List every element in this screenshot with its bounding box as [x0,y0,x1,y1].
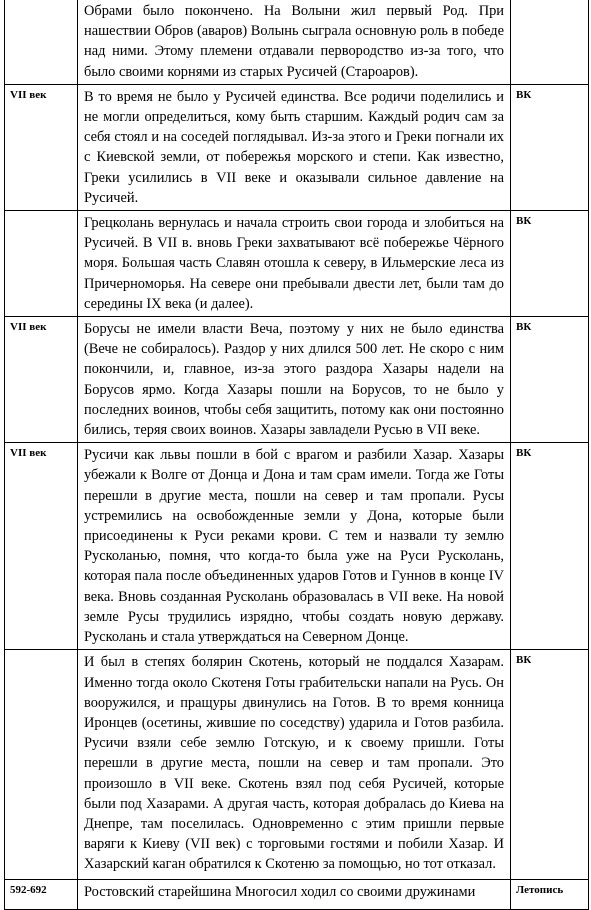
table-row [5,880,589,910]
text-cell [78,211,511,317]
text-cell [78,880,511,910]
source-cell: ВК [511,317,589,443]
row-text: Ростовский старейшина Многосил ходил со своими дружинами [84,884,476,901]
source-cell: ВК [511,650,589,880]
text-cell [78,650,511,880]
table-row [5,211,589,317]
date-cell: VII век [5,443,78,650]
date-cell: VII век [5,84,78,210]
table-row [5,443,589,650]
table-row [5,84,589,210]
table-row [5,0,589,84]
source-cell: ВК [511,84,589,210]
date-cell [5,211,78,317]
date-cell [5,0,78,84]
text-cell [78,84,511,210]
source-cell: ВК [511,211,589,317]
date-cell: 592-692 [5,880,78,910]
table-row [5,317,589,443]
row-text: Борусы не имели власти Веча, поэтому у них не было единства (Вече не собиралось). Раздор у них длился 500 лет. Не скоро с ним покончили, и, главное, из-за этого раздора Хазары надели на Борусов ярмо. Когда Хазары пошли на Борусов, то не было у последних воинов, чтобы себя защитить, потому как они постоянно бились, теряя своих воинов. Хазары завладели Русью в VII веке. [84,321,504,439]
text-cell [78,0,511,84]
source-cell [511,0,589,84]
row-text: Обрами было покончено. На Волыни жил первый Род. При нашествии Обров (аваров) Волынь сыграла основную роль в победе над ними. Этому племени отдавали первородство из-за того, что было своими корнями из старых Русичей (Староаров). [84,3,504,80]
date-cell: VII век [5,317,78,443]
source-cell: Летопись [511,880,589,910]
row-text: Русичи как львы пошли в бой с врагом и разбили Хазар. Хазары убежали к Волге от Донца и Дона и там срам имели. Тогда же Готы перешли в другие места, пошли на север и там пропали. Русы устремились на освобожденные земли у Дона, которые были присоединены к Руси реками крови. С тем и назвали ту землю Русколанью, помня, что когда-то была уже на Руси Русколань, которая пала после объединенных ударов Готов и Гуннов в конце IV века. Вновь созданная Русколань образовалась в VII веке. На новой земле Русы трудились изрядно, чтобы создать новую державу. Русколань и стала утверждаться на Северном Донце. [84,447,504,646]
row-text: И был в степях болярин Скотень, который не поддался Хазарам. Именно тогда около Скотеня Готы грабительски напали на Русь. Он вооружился, и пращуры двинулись на Готов. В то время конница Иронцев (осетины, жившие по соседству) ударила и Готов разбила. Русичи взяли себе землю Готскую, и к своему пришли. Готы перешли в другие места, пошли на север и там пропали. Это произошло в VII веке. Скотень взял под себя Русичей, которые были под Хазарами. А другая часть, которая добралась до Киева на Днепре, там поселилась. Одновременно с этим пришли первые варяги к Киеву (VII век) с торговыми гостями и побили Хазар. И Хазарский каган обратился к Скотеню за помощью, но тот отказал. [84,654,504,873]
table-row [5,650,589,880]
text-cell [78,317,511,443]
chronology-table [4,0,589,910]
row-text: В то время не было у Русичей единства. Все родичи поделились и не могли определиться, кому быть старшим. Каждый родич сам за себя стоял и на соседей поглядывал. Из-за этого и Греки погнали их с Киевской земли, от побережья морского и степи. Как известно, Греки усилились в VII веке и оказывали сильное давление на Русичей. [84,88,504,206]
source-cell: ВК [511,443,589,650]
date-cell [5,650,78,880]
row-text: Грецколань вернулась и начала строить свои города и злобиться на Русичей. В VII в. вновь Греки захватывают всё побережье Чёрного моря. Большая часть Славян отошла к северу, в Ильмерские леса из Причерноморья. На севере они пребывали двести лет, были там до середины IX века (и далее). [84,215,504,312]
text-cell [78,443,511,650]
